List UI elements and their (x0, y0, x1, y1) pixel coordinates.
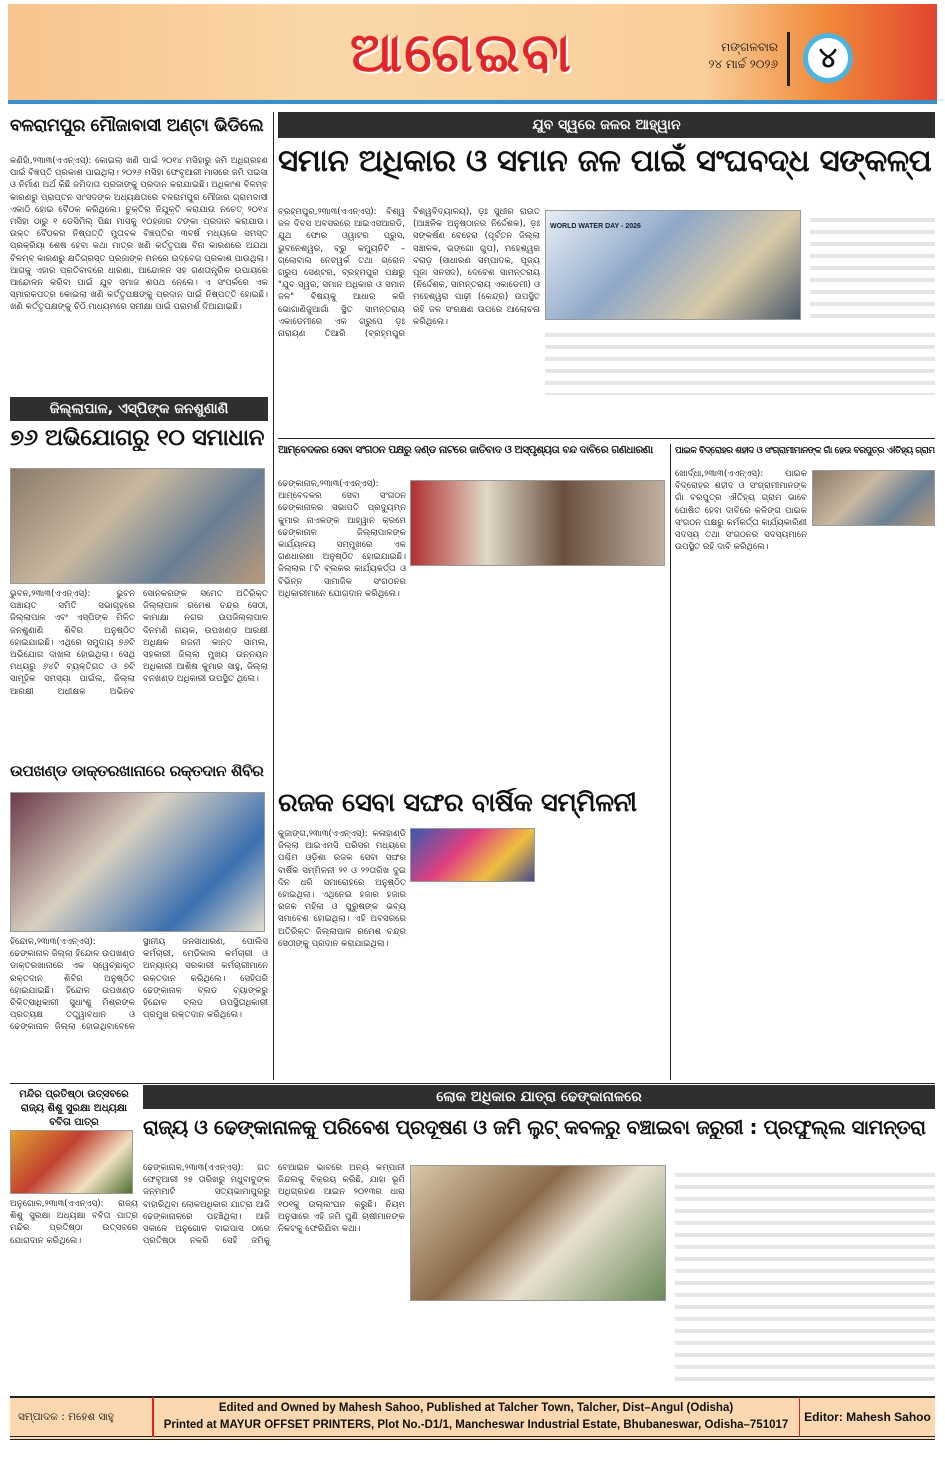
photo-rajak (410, 828, 535, 882)
article-babita: ଅନୁଗୋଳ,୨୩ା୩(ଏଏନ୍‌ଏସ୍‌): ରାଜ୍ୟ ଶିଶୁ ସୁରକ୍ଷା ଅଧ୍ୟକ୍ଷା ବବିତା ପାତ୍ର ମନ୍ଦିର ପ୍ରତିଷ୍ଠା ଉତ୍ସବରେ ଯୋଗଦାନ କରିଥିଲେ। (10, 1199, 138, 1246)
divider (787, 32, 790, 86)
photo-ambedkar (410, 480, 665, 566)
headline-prafulla: ରାଜ୍ୟ ଓ ଢେଙ୍କାନାଳକୁ ପରିବେଶ ପ୍ରଦୂଷଣ ଓ ଜମି ଲୁଟ୍ କବଳରୁ ବଞ୍ଚାଇବା ଜରୁରୀ : ପ୍ରଫୁଲ୍ଲ ସାମନ୍ତରା (143, 1115, 926, 1139)
headline-paika: ପାଇକ ବିଦ୍ରୋହର ଶହୀଦ ଓ ସଂଗ୍ରାମୀମାନଙ୍କ ଗାଁ ହେଉ ବରପୁତ୍ର ଐତିହ୍ୟ ଗ୍ରାମ (675, 446, 935, 456)
weekday: ମଙ୍ଗଳବାର (721, 40, 778, 54)
article-water-side (810, 210, 935, 320)
article-blood-donation: ହିନ୍ଦୋଳ,୨୩ା୩(ଏଏନ୍‌ଏସ୍‌): ଢେଙ୍କାନାଳ ଜିଲ୍ଲା ହିନ୍ଦୋଳ ଉପଖଣ୍ଡ ଡାକ୍ତରଖାନାରେ ଏକ ସ୍ୱେଚ୍ଛାକୃତ ରକ୍ତଦାନ ଶିବିର ଅନୁଷ୍ଠିତ ହୋଇଯାଇଛି। ହିନ୍ଦୋଳ ଉପଖଣ୍ଡ ଚିକିତ୍ସାଧିକାରୀ ସୁଧାଂଶୁ ମିଶ୍ରଙ୍କ ପ୍ରତ୍ୟକ୍ଷ ତତ୍ତ୍ୱାବଧାନ ଓ ଢେଙ୍କାନାଳ ଜିଲ୍ଲା ହୋଇଥିବାବେଳେ ସ୍ଥାନୀୟ ଜନସାଧାରଣ, ପୋଲିସ କର୍ମଚାରୀ, ମେଡିକାଲ କର୍ମଚାରୀ ଓ ଅନ୍ୟାନ୍ୟ ସରକାରୀ କର୍ମଚାରୀମାନେ ରକ୍ତଦାନ କରିଥିଲେ। ସେହିପରି ଢେଙ୍କାନାଳ ବ୍ଲଡ ବ୍ୟାଙ୍କରୁ ହିନ୍ଦୋଳ ବ୍ଲଡ ଉପସ୍ଥିତାଧିକାରୀ ପ୍ରମୁଖ ରକ୍ତଦାନ କରିଥିଲେ। (10, 937, 268, 1033)
footer (10, 1396, 935, 1440)
article-prafulla: ଢେଙ୍କାନାଳ,୨୩ା୩(ଏଏନ୍‌ଏସ୍‌): ଗତ ଫେବୃଆରୀ ୨୫ ତାରିଖରୁ ମଧୁବାବୁଙ୍କ ଜନ୍ମମାଟି ସତ୍ୟଭାମାପୁରରୁ ବାହାରିଥିବା ଲୋକଅଧିକାର ଯାତ୍ରା ଆଜି ଢେଙ୍କାନାଳରେ ପହଞ୍ଚିଥିଲା। ଆଜି ସକାଳେ ଅନୁଗୋଳ ବାଇପାସ ଠାରେ ପ୍ରତିଷ୍ଠା ନକରି ସେହି ଜମିକୁ ବେଆଇନ ଭାବରେ ଅନ୍ୟ କମ୍ପାନୀ ଜିନ୍ଦଲକୁ ବିକ୍ରୟ କରିଛି, ଯାହା ଭୂମି ଅଧିଗ୍ରହଣ ଆଇନ ୨୦୧୩ର ଧାରା ୧୦୧କୁ ଉଲ୍ଲଂଘନ କରୁଛି। ନିୟମ ଅନୁସାରେ ଏହି ଜମି ପୁଣି ଚାଷୀମାନଙ୍କ ନିକଟକୁ ଫେରିଯିବା କଥା। (143, 1163, 405, 1247)
article-water: ବ୍ରହ୍ମପୁର,୨୩ା୩(ଏଏନ୍‌ଏସ୍‌): ବିଶ୍ୱ ଜଳ ଦିବସ ଅବସରରେ ଆଇଏସଆରଡି, ଯୁଥ ଫୋର ଓ୍ୱାଟର ପ୍ରୁସ, ଭୁବନେଶ୍ୱର, ବ୍ରୁ କମ୍ୟୁନିଟି – ଗ୍ଲୋବାଲ ନେଟୱର୍କ ତଥା ଗ୍ରୋନ ଗ୍ରୁପ ସେଣ୍ଟର, ବ୍ରହ୍ମପୁର ପକ୍ଷରୁ "ଯୁବ ସ୍ୱର, ସମାନ ଅଧିକାର ଓ ସମାନ ଜଳ" ବିଷୟକୁ ଆଧାର କରି ଭୋଗାଣିଜୁଆଗାଁ ସ୍ଥିତ ସାମନ୍ତରାୟ ଏକାଡେମୀରେ ଏକ ଗ୍ରୁପେ ଡ଼ଃ ନାରାୟଣ ତିଆରି (ବ୍ରହ୍ମପୁର ବିଶ୍ୱବିଦ୍ୟାଳୟ), ଡ଼ଃ ସୁଧୀର ରାଉତ (ଆଞ୍ଚଳିକ ଅନୁଷ୍ଠାନର ନିର୍ଦ୍ଦେଶକ), ଡ଼ଃ ସଙ୍କର୍ଷଣ ବେହେରା (ପୂର୍ବତନ ଜିଲ୍ଲା ସଞ୍ଚାଳକ, ଭଙ୍ଗୋ ଗୁପ), ମହେଶ୍ୱର ବରାଡ଼ (ସାଧାରଣ ସମ୍ପାଦକ, ପୂଜ୍ୟ ପୂଜା ସନସଦ), ଦେବେଶ ସାମନ୍ତରାୟ (ନିର୍ଦ୍ଦେଶକ, ସାମନ୍ତରାୟ ଏକାଡେମୀ) ଓ ମହେଶ୍ୱରା ପାଢ଼ୀ (କେନ୍ଦ୍ର) ଉପସ୍ଥିତ ରହି ଜଳ ସଂରକ୍ଷଣ ଉପରେ ଆଲୋଚନା କରିଥିଲେ। (278, 207, 540, 340)
publisher-line: Edited and Owned by Mahesh Sahoo, Published at Talcher Town, Talcher, Dist–Angul (Odisha) (218, 1402, 734, 1414)
headline-rajak: ରଜକ ସେବା ସଙ୍ଘର ବାର୍ଷିକ ସମ୍ମିଳନୀ (278, 788, 637, 818)
row-rule (278, 438, 935, 439)
column-rule (273, 112, 274, 1080)
article-balarampur: କଣିହାଁ,୨୩ା୩(ଏଏନ୍‌ଏସ୍‌): କୋଇଲା ଖଣି ପାଇଁ ୨୦୧୪ ମସିହାରୁ ଜମି ଅଧିଗ୍ରହଣ ପାଇଁ ବିଜ୍ଞପ୍ତି ପ୍ରକାଶ ପାଇଥିଲା। ୨୦୨୬ ମସିହା ଫେବୃଆରୀ ମାସରେ ଜମି ପଇସା ଓ ନିର୍ମାଣ ଅର୍ଥ କିଛି ଜମିଦାତା ପ୍ରଜାଙ୍କୁ ପ୍ରଦାନ କରାଯାଇଛି। ଅଧିକାଂଶ ବିଳମ୍ବ କାରଣରୁ ପ୍ରାପ୍ତନ ସାଂସଦଙ୍କ ଅଧ୍ୟକ୍ଷତାରେ ବଳରାମପୁର ମୌଜାର ଗ୍ରାମବାସୀ ଏକାଠି ହୋଇ ବୈଠକ କରିଥିଲେ। ଚୁକ୍ତିର ନିଯୁକ୍ତି କରାଯାଉ ନଚେତ୍ ୨୦୧୪ ମସିହା ଠାରୁ ୧ ଡେସିମିଲ୍ ପିଛା ମାସକୁ ୧୦ହଜାର ଟଙ୍କା ପ୍ରଦାନ କରାଯାଉ। ଉକ୍ତ ବୈଠକର ନିଷ୍ପତ୍ତି ମୁତାବକ ବିଜ୍ଞପ୍ତିର ୩ବର୍ଷ ମଧ୍ୟରେ ସମସ୍ତ ପ୍ରକ୍ରିୟା ଶେଷ ହେବା କଥା ମାତ୍ର ଖଣି କର୍ତ୍ତୃପକ୍ଷ ବିନା କାରଣରେ ଅଯଥା ବିଳମ୍ବ କାରଣରୁ କ୍ଷତିଗ୍ରସ୍ତ ପ୍ରଜାଙ୍କ ମନରେ ଉଦ୍‌ବେଗ ପ୍ରକାଶ ପାଉଥିଲା। ଆଗକୁ ଏହାର ପ୍ରତିବାଦରେ ଧାରଣା, ଆନ୍ଦୋଳନ ସହ ଗଣତାନ୍ତ୍ରିକ ଉପାୟରେ ଆନ୍ଦୋଳନ କରିବା ପାଇଁ ଯୁବ ସମାଜ ଶପଥ ନେଲେ। ଏ ସଂପର୍କରେ ଏକ ସ୍ମାରକପତ୍ର କୋଇଲା ଖଣି କର୍ତ୍ତୃପକ୍ଷଙ୍କୁ ପ୍ରଦାନ ପାଇଁ ନିଷ୍ପତ୍ତି ହୋଇଛି। ଖଣି କର୍ତ୍ତୃପକ୍ଷଙ୍କୁ ଚିଠି ମାଧ୍ୟମରେ ସମୀକ୍ଷା ପାଇଁ ପରାମର୍ଶ ଦିଆଯାଇଛି। (10, 156, 268, 313)
kicker-water: ଯୁବ ସ୍ୱରେ ଜଳର ଆହ୍ୱାନ (278, 112, 935, 138)
headline-water: ସମାନ ଅଧିକାର ଓ ସମାନ ଜଳ ପାଇଁ ସଂଘବଦ୍ଧ ସଙ୍କଳ୍ପ (278, 143, 932, 179)
article-ambedkar: ଢେଙ୍କାନାଳ,୨୩ା୩(ଏଏନ୍‌ଏସ୍‌): ଆମ୍ବେଦକର ସେବା ସଂଗଠନ ଢେଙ୍କାନାଳର ସଭାପତି ପ୍ରଦ୍ୟୁମ୍ନ କୁମାର ନାଏକଙ୍କ ଆହ୍ୱାନ କ୍ରମେ ଢେଙ୍କାନାଳ ଜିଲ୍ଲାପାଳଙ୍କ କାର୍ଯ୍ୟାଳୟ ସମ୍ମୁଖରେ ଏକ ଗଣଧାରଣା ଅନୁଷ୍ଠିତ ହୋଇଯାଇଛି। ଜିଲ୍ଲାର ୮ଟି ବ୍ଲକର କାର୍ଯ୍ୟକର୍ତ୍ତା ଓ ବିଭିନ୍ନ ସାମାଜିକ ସଂଗଠନର ଅଧିକାରୀମାନେ ଯୋଗଦାନ କରିଥିଲେ। (278, 479, 406, 599)
photo-water-day (545, 210, 801, 320)
column-rule (670, 444, 671, 1080)
editor-odia: ସମ୍ପାଦକ : ମହେଶ ସାହୁ (18, 1410, 114, 1423)
article-janasunani: ଭୁବନ,୨୩ା୩(ଏଏନ୍‌ଏସ୍‌): ଭୁବନ ପଞ୍ଚାୟତ ସମିତି ସଭାଗୃହରେ ଜିଲ୍ଲାପାଳ ଏବଂ ଏସ୍‌ପିଙ୍କ ମିଳିତ ଜନଶୁଣାଣି ଶିବିର ଅନୁଷ୍ଠିତ ହୋଇଯାଇଛି। ଏଥିରେ ସମୁଦାୟ ୭୬ଟି ଅଭିଯୋଗ ଦାଖଲ ହୋଇଥିଲା। ସେଥି ମଧ୍ୟରୁ ୬୪ଟି ବ୍ୟକ୍ତିଗତ ଓ ୭ଟି ସାମୂହିକ ସମସ୍ୟା ପାଇଁଲ, ଜିଲ୍ଲା ଆରକ୍ଷୀ ଅଧୀକ୍ଷକ ଅଭିନବ ସୋନକରଙ୍କ ସମେତ ଅତିରିକ୍ତ ଜିଲ୍ଲାପାଳ ରମେଶ ଚନ୍ଦ୍ର ସେଠୀ, କାମାକ୍ଷା ନଗର ଉପଜିଲ୍ଲାପାଳ ଦିନମଣି ନାୟକ, ଉପଖଣ୍ଡ ଆରକ୍ଷୀ ଅଧିକ୍ଷକ ରଜନୀ କାନ୍ତ ସାମଲ, ସହକାରୀ ଜିଲ୍ଲା ମୁଖ୍ୟ ଉନ୍ନୟନ ଅଧିକାରୀ ଆଶିଷ କୁମାର ସାହୁ, ଜିଲ୍ଲା ବନଖଣ୍ଡ ଅଧିକାରୀ ଉପସ୍ଥିତ ଥିଲେ। (10, 589, 268, 697)
headline-babita: ମନ୍ଦିର ପ୍ରତିଷ୍ଠା ଉତ୍ସବରେ ରାଜ୍ୟ ଶିଶୁ ସୁରକ୍ଷା ଅଧ୍ୟକ୍ଷା ବବିତା ପାତ୍ର (19, 1089, 129, 1128)
kicker-lok-adhikar: ଲୋକ ଅଧିକାର ଯାତ୍ରା ଢେଙ୍କାନାଳରେ (143, 1085, 935, 1109)
article-prafulla-continued (675, 1165, 935, 1383)
photo-prafulla (410, 1165, 666, 1301)
photo-janasunani (10, 468, 265, 584)
kicker-janasunani: ଜିଲ୍ଲାପାଳ, ଏସ୍‌ପିଙ୍କ ଜନଶୁଣାଣି (10, 397, 268, 421)
headline-ambedkar: ଆମ୍ବେଦକର ସେବା ସଂଗଠନ ପକ୍ଷରୁ ଦଣ୍ଡ ନାଟରେ ଜାତିବାଦ ଓ ଅସ୍ପୃଶ୍ୟତା ବନ୍ଦ ଦାବିରେ ଗଣଧାରଣା (278, 444, 653, 456)
headline-janasunani: ୭୬ ଅଭିଯୋଗରୁ ୧୦ ସମାଧାନ (10, 425, 264, 451)
photo-babita (10, 1130, 133, 1194)
newspaper-logo: ଆଗେଇବା (350, 20, 573, 84)
row-rule (10, 1083, 935, 1084)
photo-paika (812, 470, 935, 526)
photo-blood-donation (10, 792, 265, 932)
article-rajak: କୁଜାଙ୍ଗ,୨୩ା୩(ଏଏନ୍‌ଏସ୍‌): କଳାହାଣ୍ଡି ଜିଲ୍ଲା ଆଇଏମସି ପରିସର ମଧ୍ୟରେ ପଶ୍ଚିମ ଓଡ଼ିଶା ରଜକ ସେବା ସଙ୍ଘର ବାର୍ଷିକ ସମ୍ମିଳନୀ ୨୧ ଓ ୨୨ତାରିଖ ଦୁଇ ଦିନ ଧରି ସମାରୋହରେ ଅନୁଷ୍ଠିତ ହୋଇଥିଲା। ଏଥିନେଇ ହଜାର ହଜାର ରଜକ ମହିଳା ଓ ପୁରୁଷଙ୍କ ଭବ୍ୟ ସମାବେଶ ହୋଇଥିଲା। ଏହି ଅବସରରେ ଅତିରିକ୍ତ ଜିଲ୍ଲାପାଳ ରମେଶ ଚନ୍ଦ୍ର ସେଠୀଙ୍କୁ ପ୍ରଦାନ କରାଯାଇଥିଲା। (278, 829, 406, 949)
headline-balarampur: ବଳରାମପୁର ମୌଜାବାସୀ ଅଣ୍ଟା ଭିଡିଲେ (10, 116, 264, 136)
article-paika: ଖୋର୍ଦ୍ଧା,୨୩ା୩(ଏଏନ୍‌ଏସ୍‌): ପାଇକ ବିଦ୍ରୋହର ଶହୀଦ ଓ ସଂଗ୍ରାମୀମାନଙ୍କ ଗାଁ ବରପୁତ୍ର ଐତିହ୍ୟ ଗ୍ରାମ ଭାବେ ଘୋଷିତ ହେବା ଦାବିରେ କଳିଙ୍ଗ ପାଇକ ସଂଗଠନ ପକ୍ଷରୁ କର୍ମକର୍ତ୍ତା କାର୍ଯ୍ୟକାରିଣୀ ସଦସ୍ୟ ତଥା ସଂଗଠନର ସଦସ୍ୟମାନେ ଉପସ୍ଥିତ ରହି ଦାବି କରିଥିଲେ। (675, 469, 807, 553)
page-number: ୪ (803, 33, 853, 83)
headline-blood-donation: ଉପଖଣ୍ଡ ଡାକ୍ତରଖାନାରେ ରକ୍ତଦାନ ଶିବିର (10, 762, 264, 780)
printer-line: Printed at MAYUR OFFSET PRINTERS, Plot No.-D1/1, Mancheswar Industrial Estate, Bhubaneswar, Odisha–751017 (163, 1419, 789, 1431)
photo-banner-text: WORLD WATER DAY - 2026 (550, 223, 641, 230)
article-water-continued (545, 325, 935, 395)
editor-english: Editor: Mahesh Sahoo (804, 1410, 931, 1424)
date: ୨୪ ମାର୍ଚ୍ଚ ୨୦୨୬ (708, 57, 778, 71)
